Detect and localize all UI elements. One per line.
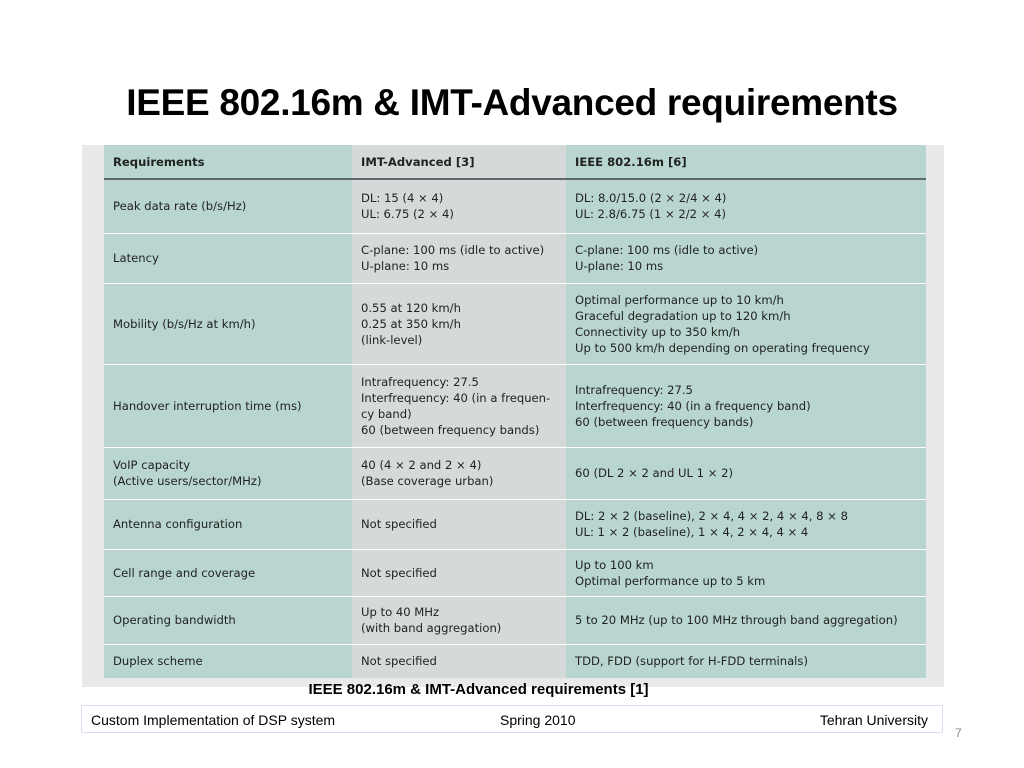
cell-line: (Base coverage urban) [361,474,494,488]
imt-advanced-value-cell [352,233,566,283]
cell-line: cy band) [361,406,412,421]
ieee-802-16m-value-cell [566,499,926,549]
table-row [104,644,926,678]
requirement-cell [104,644,352,678]
cell-line: Optimal performance up to 5 km [575,573,766,588]
imt-advanced-value-cell [352,447,566,499]
ieee-802-16m-value-cell [566,447,926,499]
table-row [104,447,926,499]
ieee-802-16m-value-cell [566,364,926,447]
ieee-802-16m-value-cell [566,596,926,644]
cell-line: C-plane: 100 ms (idle to active) [575,243,759,257]
cell-line: Up to 500 km/h depending on operating frequency [575,340,870,355]
cell-line: TDD, FDD (support for H-FDD terminals) [575,654,808,669]
imt-advanced-value-cell [352,596,566,644]
cell-line: 5 to 20 MHz (up to 100 MHz through band aggregation) [575,613,898,627]
ieee-802-16m-value-cell [566,283,926,364]
cell-line: 60 (between frequency bands) [361,422,540,437]
cell-line: Connectivity up to 350 km/h [575,324,741,339]
cell-line: 40 (4 × 2 and 2 × 4) [361,458,482,472]
cell-line: UL: 1 × 2 (baseline), 1 × 4, 2 × 4, 4 × 4 [575,525,809,539]
cell-line: Interfrequency: 40 (in a frequency band) [575,398,811,413]
cell-line: Cell range and coverage [113,565,256,580]
ieee-802-16m-value-cell [566,233,926,283]
cell-line: Latency [113,251,159,265]
cell-line: U-plane: 10 ms [575,259,664,273]
cell-line: 0.55 at 120 km/h [361,300,461,315]
cell-line: Operating bandwidth [113,613,236,627]
cell-line: Antenna configuration [113,517,243,531]
cell-line: Up to 100 km [575,557,654,572]
requirement-cell [104,283,352,364]
imt-advanced-value-cell [352,283,566,364]
requirement-cell [104,596,352,644]
table-row [104,283,926,364]
imt-advanced-value-cell [352,499,566,549]
requirement-cell [104,549,352,596]
imt-advanced-value-cell [352,644,566,678]
table-row [104,499,926,549]
cell-line: (Active users/sector/MHz) [113,474,262,488]
cell-line: DL: 2 × 2 (baseline), 2 × 4, 4 × 2, 4 × 4, 8 × 8 [575,509,848,523]
cell-line: Not specified [361,565,437,580]
requirement-cell [104,233,352,283]
table-row [104,364,926,447]
cell-line: Graceful degradation up to 120 km/h [575,308,791,323]
imt-advanced-value-cell [352,549,566,596]
cell-line: Duplex scheme [113,654,203,669]
table-row [104,596,926,644]
header-requirements: Requirements [104,145,352,179]
table-body [104,179,926,678]
cell-line: Interfrequency: 40 (in a frequen- [361,390,551,405]
header-ieee-802-16m: IEEE 802.16m [6] [566,145,926,179]
ieee-802-16m-value-cell [566,644,926,678]
cell-line: U-plane: 10 ms [361,259,450,273]
page-number: 7 [955,726,962,740]
cell-line: DL: 15 (4 × 4) [361,191,444,206]
footer-course: Custom Implementation of DSP system [91,712,336,728]
table-row [104,549,926,596]
table-header-row [104,145,926,179]
cell-line: 60 (between frequency bands) [575,414,754,429]
cell-line: UL: 6.75 (2 × 4) [361,207,454,222]
requirement-cell [104,364,352,447]
imt-advanced-value-cell [352,364,566,447]
requirement-cell [104,179,352,233]
cell-line: C-plane: 100 ms (idle to active) [361,243,545,257]
imt-advanced-value-cell [352,179,566,233]
ieee-802-16m-value-cell [566,549,926,596]
cell-line: Not specified [361,654,437,669]
slide-title: IEEE 802.16m & IMT-Advanced requirements [126,82,898,123]
cell-line: Handover interruption time (ms) [113,398,302,413]
requirements-table [104,145,926,678]
requirements-table-image [82,145,944,687]
cell-line: DL: 8.0/15.0 (2 × 2/4 × 4) [575,191,727,206]
footer-university: Tehran University [819,712,928,728]
cell-line: Mobility (b/s/Hz at km/h) [113,316,256,331]
cell-line: (link-level) [361,332,423,347]
table-caption: IEEE 802.16m & IMT-Advanced requirements [1] [308,681,649,698]
cell-line: 0.25 at 350 km/h [361,316,461,331]
cell-line: VoIP capacity [113,458,191,472]
cell-line: Intrafrequency: 27.5 [575,382,693,397]
requirement-cell [104,499,352,549]
cell-line: Intrafrequency: 27.5 [361,374,479,389]
cell-line: UL: 2.8/6.75 (1 × 2/2 × 4) [575,207,727,222]
cell-line: Optimal performance up to 10 km/h [575,292,784,307]
cell-line: Peak data rate (b/s/Hz) [113,199,247,214]
cell-line: Not specified [361,517,437,531]
header-imt-advanced: IMT-Advanced [3] [352,145,566,179]
cell-line: 60 (DL 2 × 2 and UL 1 × 2) [575,466,734,480]
table-row [104,179,926,233]
slide-footer [81,705,943,733]
ieee-802-16m-value-cell [566,179,926,233]
footer-term: Spring 2010 [500,712,576,728]
cell-line: (with band aggregation) [361,621,502,635]
table-row [104,233,926,283]
requirement-cell [104,447,352,499]
cell-line: Up to 40 MHz [361,605,440,619]
